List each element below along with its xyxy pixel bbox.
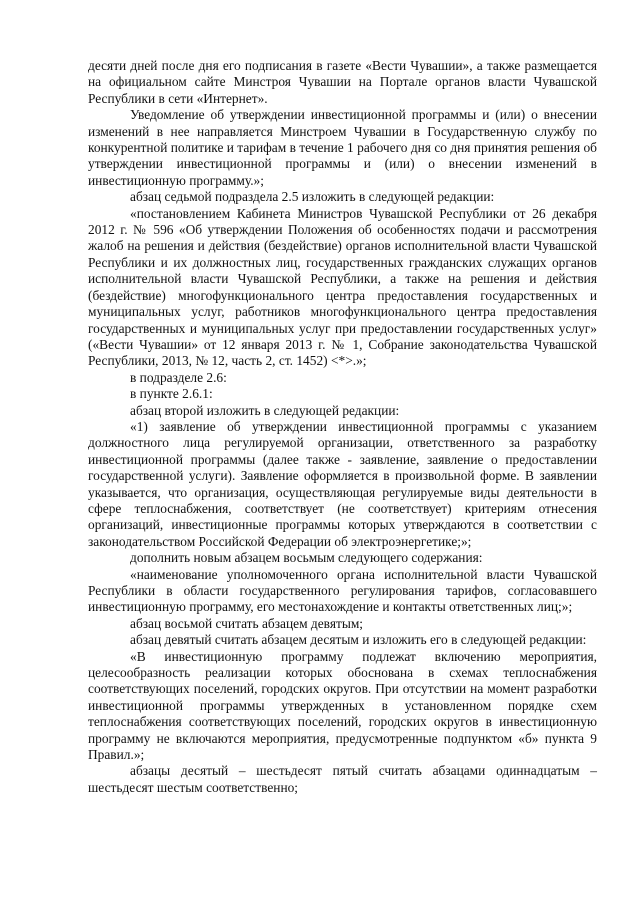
document-body (88, 58, 597, 796)
paragraph-resolution-quote: «постановлением Кабинета Министров Чувашской Республики от 26 декабря 2012 г. № 596 «Об утверждении Положения об особенностях подачи и рассмотрения жалоб на решения и действия (бездействие) органов исполнительной власти Чувашской Республики и их должностных лиц, государственных гражданских служащих органов исполнительной власти Чувашской Республики, а также на решения и действия (бездействие) многофункционального центра предоставления государственных и муниципальных услуг, работников многофункционального центра предоставления государственных и муниципальных услуг при предоставлении государственных услуг» («Вести Чувашии» от 12 января 2013 г. № 1, Собрание законодательства Чувашской Республики, 2013, № 12, часть 2, ст. 1452) <*>.»; (88, 205, 597, 369)
paragraph-application-quote: «1) заявление об утверждении инвестиционной программы с указанием должностного лица регулируемой организации, ответственного за разработку инвестиционной программы (далее также - заявление, заявление о предоставлении государственной услуги). Заявление оформляется в произвольной форме. В заявлении указывается, что организация, осуществляющая регулируемые виды деятельности в сфере теплоснабжения, соответствует (не соответствует) критериям отнесения организаций, инвестиционные программы которых утверждаются в соответствии с законодательством Российской Федерации об электроэнергетике;»; (88, 418, 597, 549)
paragraph-add-eighth: дополнить новым абзацем восьмым следующего содержания: (130, 550, 483, 566)
paragraph-investment-quote: «В инвестиционную программу подлежат включению мероприятия, целесообразность реализации которых обоснована в схемах теплоснабжения соответствующих поселений, городских округов. При отсутствии на момент разработки инвестиционной программы утвержденных в установленном порядке схем теплоснабжения соответствующих поселений, городских округов в инвестиционную программу не включаются мероприятия, предусмотренные подпунктом «б» пункта 9 Правил.»; (88, 648, 597, 763)
paragraph-ninth-to-tenth: абзац девятый считать абзацем десятым и изложить его в следующей редакции: (130, 632, 587, 648)
paragraph-notification: Уведомление об утверждении инвестиционной программы и (или) о внесении изменений в нее направляется Минстроем Чувашии в Государственную службу по конкурентной политике и тарифам в течение 1 рабочего дня со дня принятия решения об утверждении инвестиционной программы и (или) о внесении изменений в инвестиционную программу.»; (88, 107, 597, 188)
paragraph-eighth-to-ninth: абзац восьмой считать абзацем девятым; (130, 615, 364, 631)
paragraph-renumbering: абзацы десятый – шестьдесят пятый считать абзацами одиннадцатым – шестьдесят шестым соответственно; (88, 763, 597, 795)
paragraph-authority-quote: «наименование уполномоченного органа исполнительной власти Чувашской Республики в области государственного регулирования тарифов, согласовавшего инвестиционную программу, его местонахождение и контакты ответственных лиц;»; (88, 566, 597, 615)
paragraph-amend-2-5: абзац седьмой подраздела 2.5 изложить в следующей редакции: (130, 189, 495, 205)
paragraph-item-2-6-1: в пункте 2.6.1: (130, 386, 213, 402)
paragraph-publication-continuation: десяти дней после дня его подписания в газете «Вести Чувашии», а также размещается на официальном сайте Минстроя Чувашии на Портале органов власти Чувашской Республики в сети «Интернет». (88, 58, 597, 106)
paragraph-second-abzac: абзац второй изложить в следующей редакции: (130, 402, 400, 418)
paragraph-subsection-2-6: в подразделе 2.6: (130, 369, 227, 385)
